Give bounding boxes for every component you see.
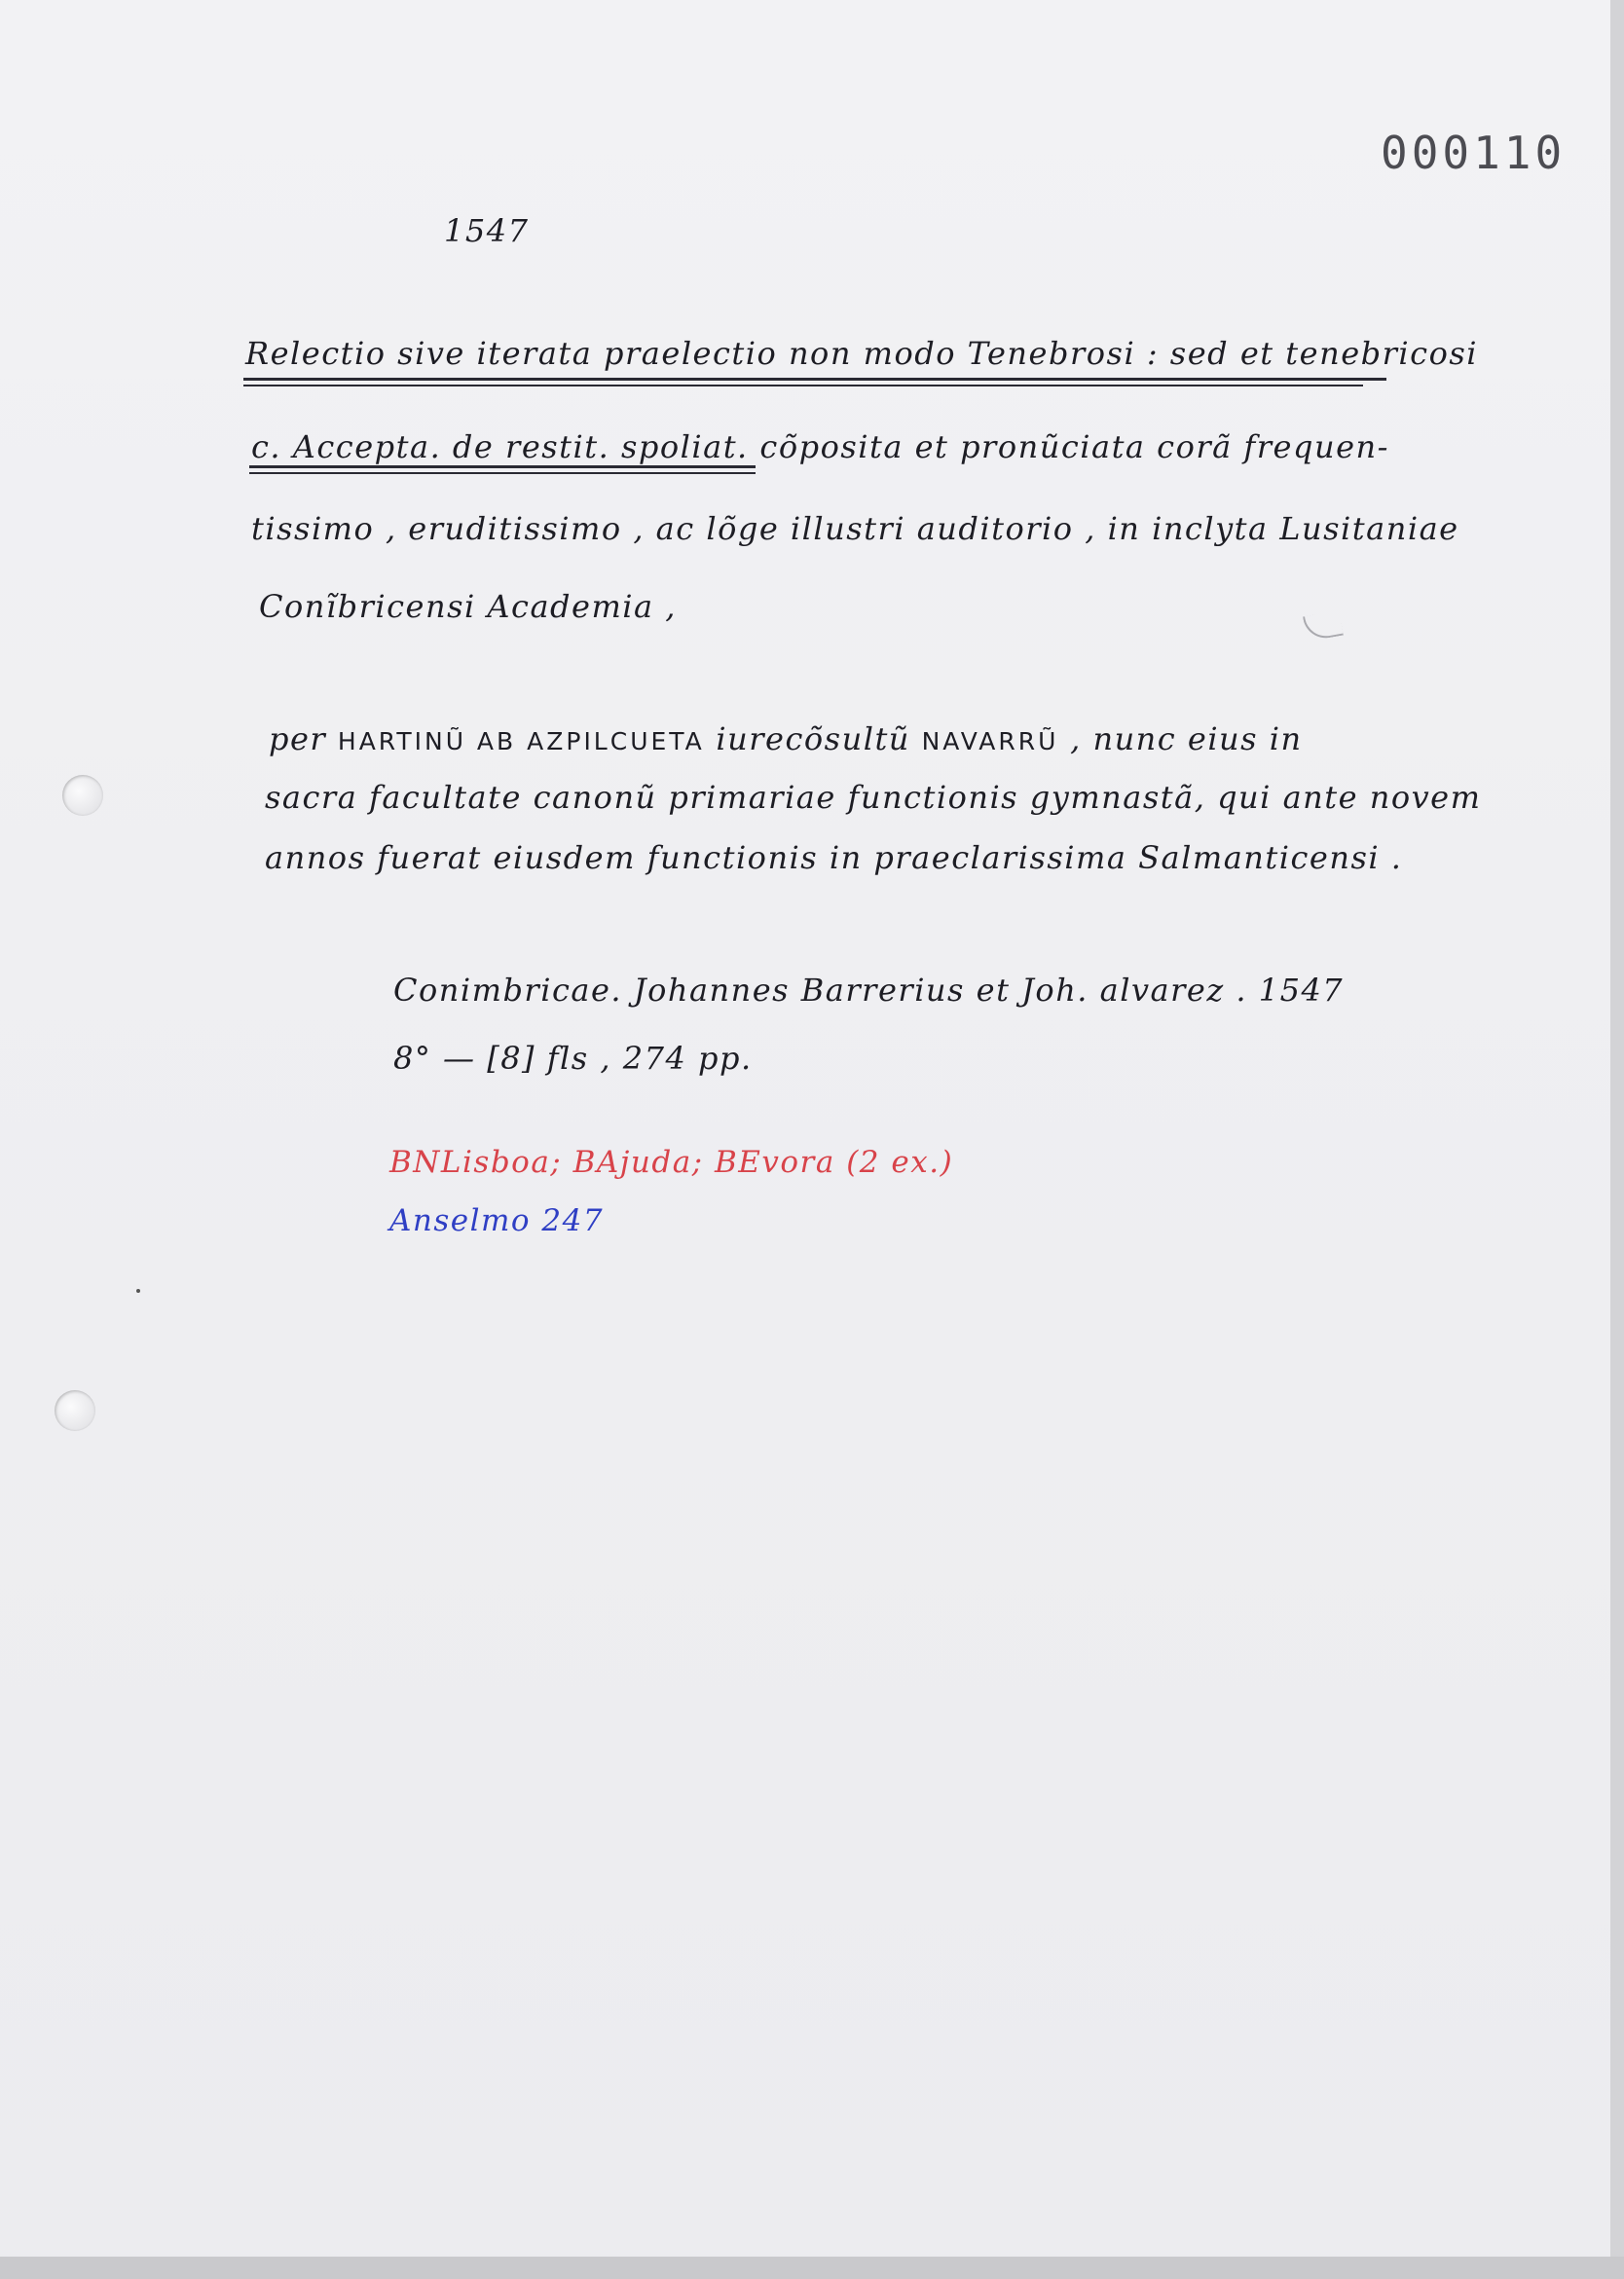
- author-prefix: per: [269, 720, 327, 757]
- author-line-1: [269, 720, 1303, 757]
- author-name-2: NAVARRŨ: [921, 727, 1059, 755]
- ink-dot: [136, 1289, 140, 1293]
- punch-hole-bottom: [55, 1390, 95, 1431]
- scan-edge-bottom: [0, 2257, 1624, 2279]
- author-mid: iurecõsultũ: [716, 720, 910, 757]
- title-line-1: Relectio sive iterata praelectio non modo Tenebrosi : sed et tenebricosi: [245, 335, 1478, 372]
- title-underline: [243, 378, 1386, 381]
- imprint-line-1: Conimbricae. Johannes Barrerius et Joh. alvarez . 1547: [393, 972, 1345, 1009]
- title-line-4: Conĩbricensi Academia ,: [259, 588, 677, 625]
- title-line-2-underline: [249, 465, 756, 468]
- bibliographic-reference: Anselmo 247: [389, 1203, 605, 1238]
- author-line-2: sacra facultate canonũ primariae functionis gymnastã, qui ante novem: [265, 779, 1482, 816]
- title-line-3: tissimo , eruditissimo , ac lõge illustri auditorio , in inclyta Lusitaniae: [251, 510, 1459, 547]
- author-line-3: annos fuerat eiusdem functionis in praeclarissima Salmanticensi .: [265, 839, 1403, 876]
- author-rest: , nunc eius in: [1070, 720, 1303, 757]
- pencil-mark: [1303, 610, 1344, 642]
- imprint-line-2: 8° — [8] fls , 274 pp.: [393, 1040, 753, 1077]
- scan-edge-right: [1610, 0, 1624, 2279]
- title-line-2-underline-double: [249, 472, 756, 474]
- author-name: HARTINŨ AB AZPILCUETA: [337, 727, 705, 755]
- title-underline-double: [243, 385, 1363, 386]
- year-heading: 1547: [444, 212, 530, 249]
- title-line-2: c. Accepta. de restit. spoliat. cõposita et pronũciata corã frequen-: [251, 428, 1389, 465]
- stamp-number: 000110: [1381, 127, 1567, 179]
- punch-hole-top: [62, 775, 103, 816]
- holding-locations: BNLisboa; BAjuda; BEvora (2 ex.): [389, 1145, 954, 1180]
